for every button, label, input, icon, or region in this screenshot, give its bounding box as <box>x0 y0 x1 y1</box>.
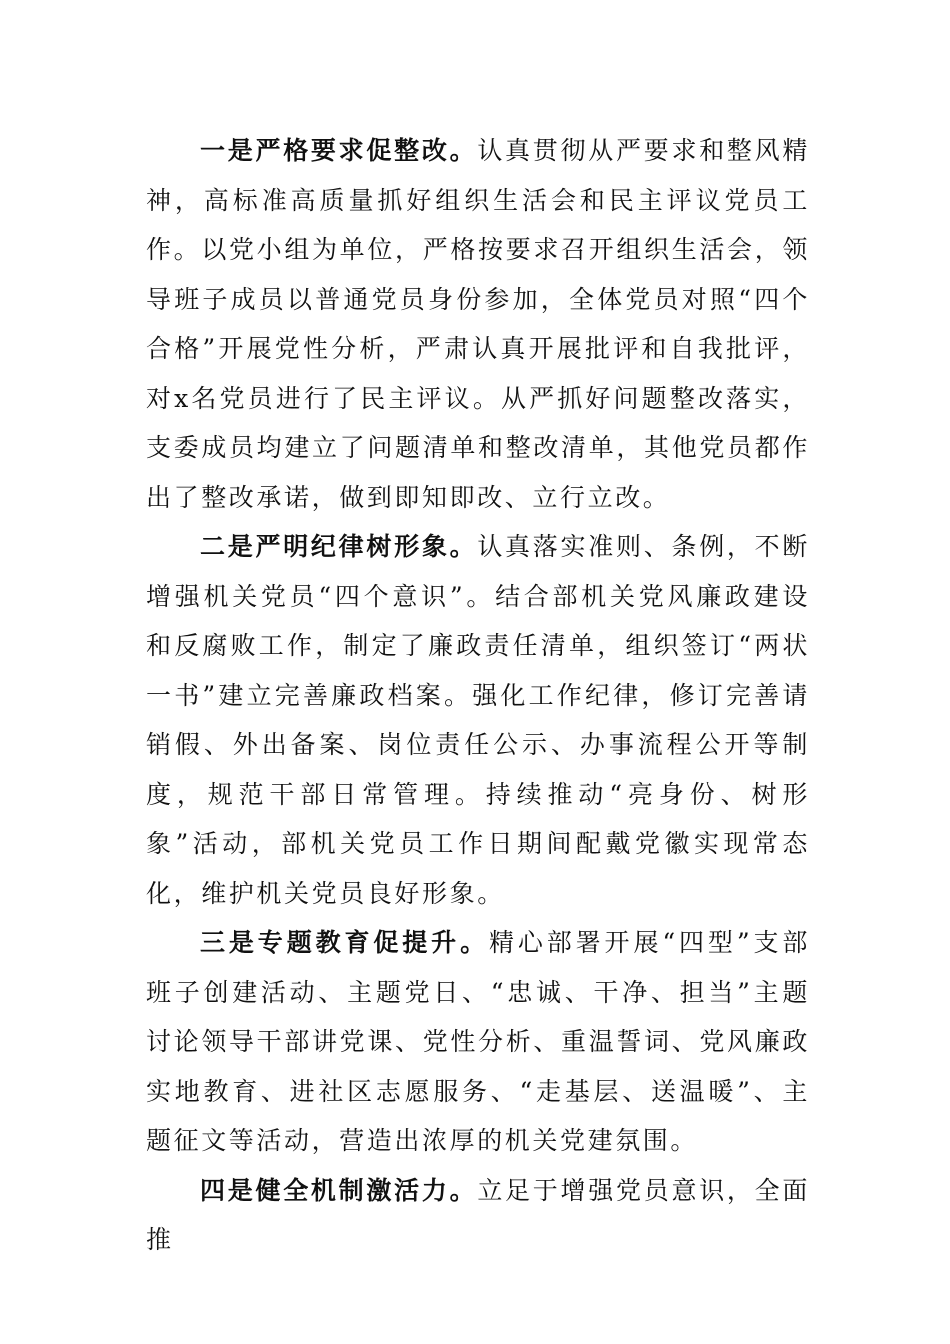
paragraph-1 <box>146 126 810 522</box>
paragraph-4-lead: 四是健全机制激活力。 <box>200 1175 478 1205</box>
paragraph-3-lead: 三是专题教育促提升。 <box>200 928 489 957</box>
paragraph-4 <box>146 1166 810 1265</box>
paragraph-1-body: 认真贯彻从严要求和整风精神，高标准高质量抓好组织生活会和民主评议党员工作。以党小组为单位，严格按要求召开组织生活会，领导班子成员以普通党员身份参加，全体党员对照“四个合格”开展党性分析，严肃认真开展批评和自我批评，对x名党员进行了民主评议。从严抓好问题整改落实，支委成员均建立了问题清单和整改清单，其他党员都作出了整改承诺，做到即知即改、立行立改。 <box>146 136 810 512</box>
paragraph-3 <box>146 918 810 1166</box>
paragraph-2 <box>146 522 810 918</box>
paragraph-2-body: 认真落实准则、条例，不断增强机关党员“四个意识”。结合部机关党风廉政建设和反腐败工作，制定了廉政责任清单，组织签订“两状一书”建立完善廉政档案。强化工作纪律，修订完善请销假、外出备案、岗位责任公示、办事流程公开等制度，规范干部日常管理。持续推动“亮身份、树形象”活动，部机关党员工作日期间配戴党徽实现常态化，维护机关党员良好形象。 <box>146 532 810 908</box>
paragraph-1-lead: 一是严格要求促整改。 <box>200 136 478 165</box>
paragraph-4-body: 立足于增强党员意识，全面推 <box>146 1175 810 1254</box>
paragraph-3-body: 精心部署开展“四型”支部班子创建活动、主题党日、“忠诚、干净、担当”主题讨论领导干部讲党课、党性分析、重温誓词、党风廉政实地教育、进社区志愿服务、“走基层、送温暖”、主题征文等活动，营造出浓厚的机关党建氛围。 <box>146 928 810 1155</box>
document-body <box>146 126 810 1265</box>
paragraph-2-lead: 二是严明纪律树形象。 <box>200 532 478 561</box>
